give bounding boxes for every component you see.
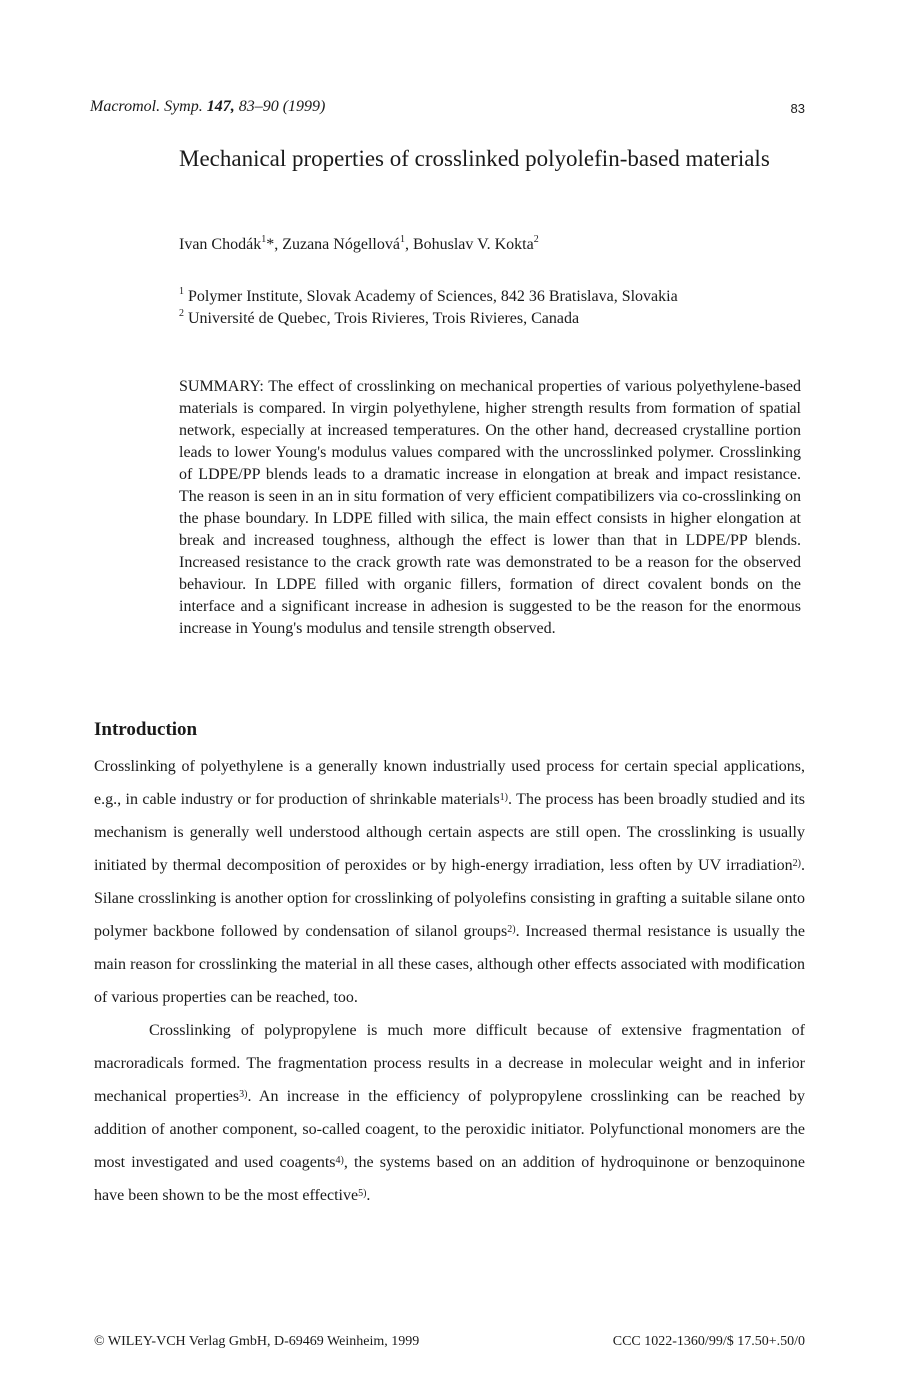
text-run: , the systems based on an addition of hydroquinone or benzoquinone have been shown to be the most effective — [94, 1154, 806, 1204]
paragraph — [94, 750, 805, 1014]
reference-mark: 2) — [507, 924, 516, 935]
reference-mark: 1) — [499, 792, 509, 803]
journal-volume: 147, — [206, 98, 235, 115]
affiliation-mark: 1 — [179, 286, 184, 297]
author-separator: , — [404, 236, 413, 253]
summary-abstract: SUMMARY: The effect of crosslinking on mechanical properties of various polyethylene-based materials is compared. In virgin polyethylene, higher strength results from formation of spatial network, especially at increased temperatures. On the other hand, decreased crystalline portion leads to lower Young's modulus values compared with the uncrosslinked polymer. Crosslinking of LDPE/PP blends leads to a dramatic increase in elongation at break and impact resistance. The reason is seen in an in situ formation of very efficient compatibilizers via co-crosslinking on the phase boundary. In LDPE filled with silica, the main effect consists in higher elongation at break and increased toughness, although the effect is lower than that in LDPE/PP blends. Increased resistance to the crack growth rate was demonstrated to be a reason for the observed behaviour. In LDPE filled with organic fillers, formation of direct covalent bonds on the interface and a significant increase in adhesion is suggested to be the reason for the enormous increase in Young's modulus and tensile strength observed. — [179, 378, 801, 637]
author-name: Zuzana Nógellová — [282, 236, 400, 253]
reference-mark: 5) — [358, 1188, 367, 1199]
paper-title: Mechanical properties of crosslinked polyolefin-based materials — [179, 146, 770, 171]
reference-mark: 3) — [239, 1089, 248, 1100]
reference-mark: 4) — [335, 1155, 344, 1166]
text-run: . An increase in the efficiency of polypropylene crosslinking can be reached by addition of another component, so-called coagent, to the peroxidic initiator. Polyfunctional monomers are the most investigated and used coagents — [94, 1088, 805, 1171]
author-affiliation-mark: 2 — [533, 234, 539, 245]
reference-mark: 2) — [792, 858, 801, 869]
text-run: Crosslinking of polypropylene is much more difficult because of extensive fragmentation of macroradicals formed. The fragmentation process results in a decrease in molecular weight and in inferior mechanical properties — [94, 1022, 805, 1105]
page-number: 83 — [790, 101, 805, 116]
affiliation-text: Polymer Institute, Slovak Academy of Sciences, 842 36 Bratislava, Slovakia — [184, 288, 678, 305]
paragraph — [94, 1014, 805, 1212]
affiliation-text: Université de Quebec, Trois Rivieres, Trois Rivieres, Canada — [184, 310, 580, 327]
author-name: Bohuslav V. Kokta — [412, 236, 534, 253]
text-run: . The process has been broadly studied and its mechanism is generally well understood although certain aspects are still open. The crosslinking is usually initiated by thermal decomposition of peroxides or by high-energy irradiation, less often by UV irradiation — [94, 791, 805, 874]
section-heading: Introduction — [94, 719, 198, 740]
text-run: . — [366, 1187, 371, 1204]
introduction-body — [94, 750, 805, 1212]
journal-name: Macromol. Symp. — [90, 98, 203, 115]
affiliation — [179, 288, 678, 306]
journal-pages: 83–90 (1999) — [238, 98, 326, 115]
author-list — [179, 236, 539, 254]
text-run: . Silane crosslinking is another option for crosslinking of polyolefins consisting in grafting a suitable silane onto polymer backbone followed by condensation of silanol groups — [94, 857, 805, 940]
author-affiliation-mark: 1 — [399, 234, 405, 245]
author-name: Ivan Chodák — [179, 236, 262, 253]
author-affiliation-mark: 1 — [261, 234, 267, 245]
author-separator: *, — [266, 236, 283, 253]
text-run: . Increased thermal resistance is usually the main reason for crosslinking the material in all these cases, although other effects associated with modification of various properties can be reached, too. — [94, 923, 806, 1006]
copyright-footer: © WILEY-VCH Verlag GmbH, D-69469 Weinheim, 1999 — [94, 1334, 420, 1349]
ccc-code-footer: CCC 1022-1360/99/$ 17.50+.50/0 — [612, 1334, 805, 1349]
affiliation-mark: 2 — [179, 308, 184, 319]
text-run: Crosslinking of polyethylene is a generally known industrially used process for certain special applications, e.g., in cable industry or for production of shrinkable materials — [94, 758, 805, 808]
journal-citation — [90, 98, 325, 116]
affiliation — [179, 310, 579, 328]
